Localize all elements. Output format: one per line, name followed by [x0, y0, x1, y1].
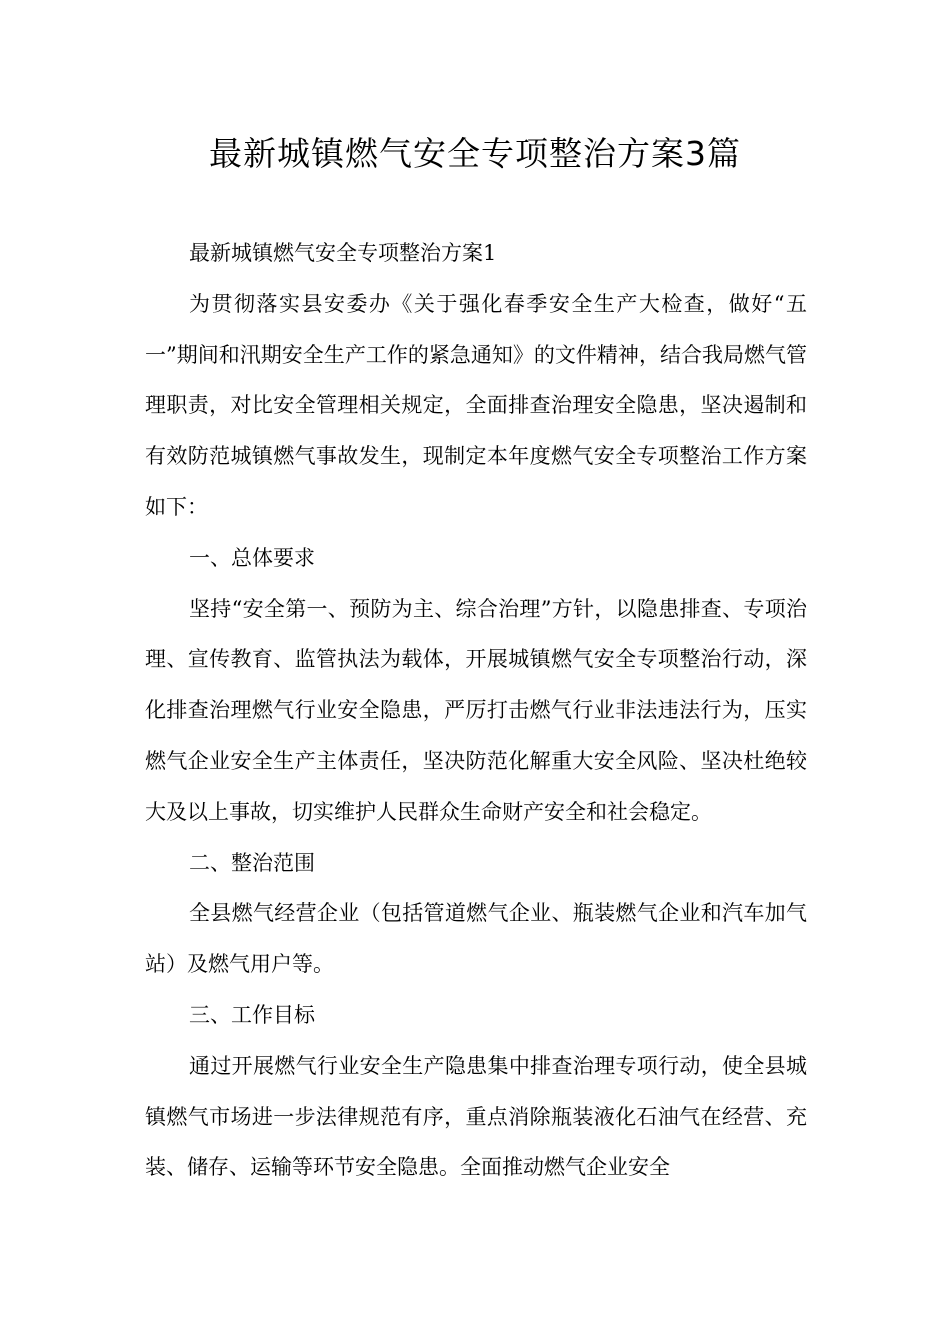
- section-heading-goals: 三、工作目标: [189, 1002, 315, 1027]
- intro-paragraph: 为贯彻落实县安委办《关于强化春季安全生产大检查，做好“五一”期间和汛期安全生产工作的紧急通知》的文件精神，结合我局燃气管理职责，对比安全管理相关规定，全面排查治理安全隐患，坚决遏制和有效防范城镇燃气事故发生，现制定本年度燃气安全专项整治工作方案如下：: [145, 291, 807, 519]
- section-heading-plan-1: 最新城镇燃气安全专项整治方案1: [189, 241, 497, 265]
- section-heading-scope: 二、整治范围: [189, 850, 315, 875]
- scope-paragraph: 全县燃气经营企业（包括管道燃气企业、瓶装燃气企业和汽车加气站）及燃气用户等。: [145, 901, 807, 977]
- document-body: [145, 228, 807, 1193]
- section-heading-general-requirements: 一、总体要求: [189, 545, 315, 570]
- document-title: 最新城镇燃气安全专项整治方案3篇: [209, 134, 741, 173]
- general-requirements-paragraph: 坚持“安全第一、预防为主、综合治理”方针，以隐患排查、专项治理、宣传教育、监管执法为载体，开展城镇燃气安全专项整治行动，深化排查治理燃气行业安全隐患，严厉打击燃气行业非法违法行为，压实燃气企业安全生产主体责任，坚决防范化解重大安全风险、坚决杜绝较大及以上事故，切实维护人民群众生命财产安全和社会稳定。: [145, 596, 807, 824]
- goals-paragraph: 通过开展燃气行业安全生产隐患集中排查治理专项行动，使全县城镇燃气市场进一步法律规范有序，重点消除瓶装液化石油气在经营、充装、储存、运输等环节安全隐患。全面推动燃气企业安全: [145, 1053, 807, 1180]
